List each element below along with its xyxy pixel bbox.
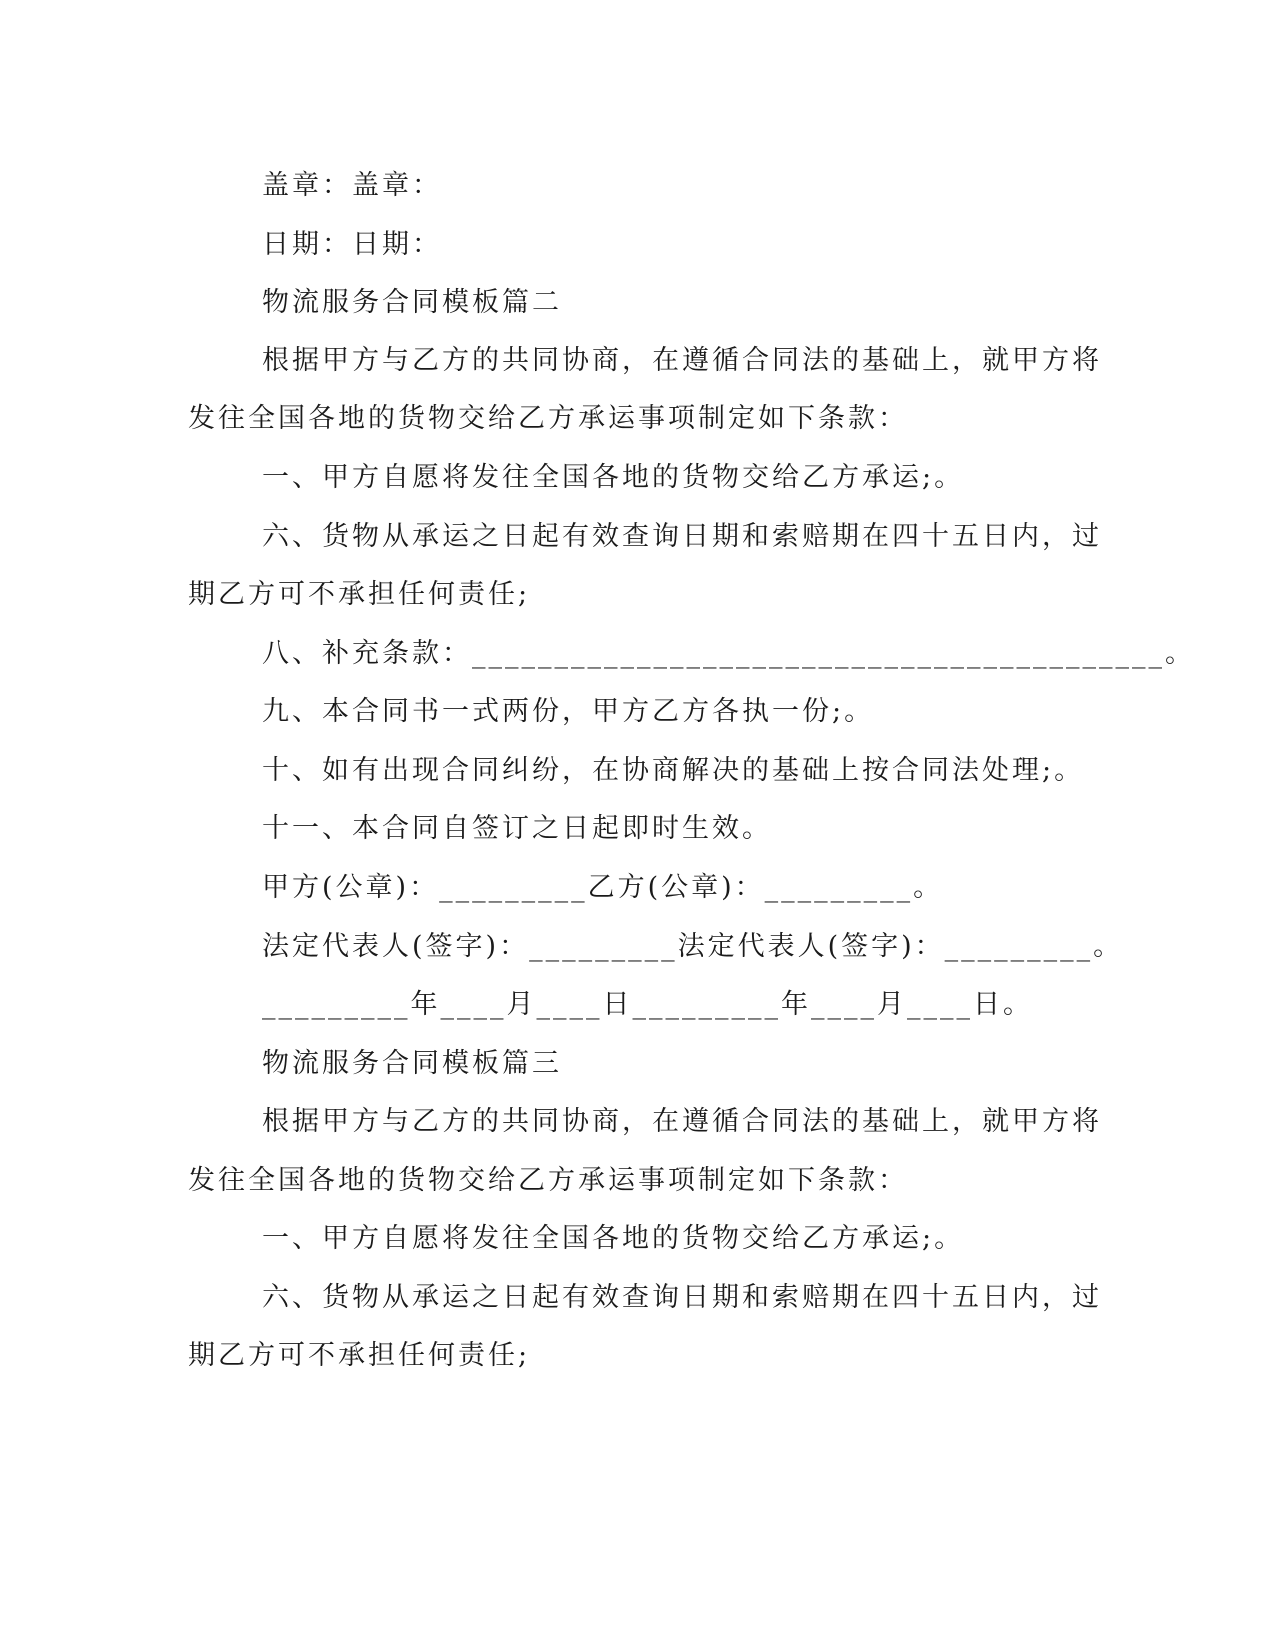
clause-11: 十一、本合同自签订之日起即时生效。 <box>262 813 772 844</box>
paragraph-intro-line-1: 根据甲方与乙方的共同协商，在遵循合同法的基础上，就甲方将 <box>262 345 1102 376</box>
section-heading-3: 物流服务合同模板篇三 <box>262 1048 562 1079</box>
paragraph-intro-line-2: 发往全国各地的货物交给乙方承运事项制定如下条款： <box>188 403 908 434</box>
clause-6-line-2: 期乙方可不承担任何责任; <box>188 1340 531 1371</box>
paragraph-intro-line-1: 根据甲方与乙方的共同协商，在遵循合同法的基础上，就甲方将 <box>262 1106 1102 1137</box>
paragraph-intro-line-2: 发往全国各地的货物交给乙方承运事项制定如下条款： <box>188 1165 908 1196</box>
clause-10: 十、如有出现合同纠纷，在协商解决的基础上按合同法处理;。 <box>262 755 1085 786</box>
party-seal-line: 甲方(公章)：_________乙方(公章)：_________。 <box>262 872 944 903</box>
clause-6-line-1: 六、货物从承运之日起有效查询日期和索赔期在四十五日内，过 <box>262 1282 1102 1313</box>
clause-1: 一、甲方自愿将发往全国各地的货物交给乙方承运;。 <box>262 1223 965 1254</box>
clause-9: 九、本合同书一式两份，甲方乙方各执一份;。 <box>262 696 875 727</box>
clause-1: 一、甲方自愿将发往全国各地的货物交给乙方承运;。 <box>262 462 965 493</box>
clause-6-line-1: 六、货物从承运之日起有效查询日期和索赔期在四十五日内，过 <box>262 521 1102 552</box>
section-heading-2: 物流服务合同模板篇二 <box>262 287 562 318</box>
clause-6-line-2: 期乙方可不承担任何责任; <box>188 579 531 610</box>
clause-8-supplementary: 八、补充条款：__________________________________________。 <box>262 638 1195 669</box>
date-line: 日期：日期： <box>262 229 442 260</box>
signing-date-line: _________年____月____日_________年____月____日。 <box>262 989 1033 1020</box>
seal-line: 盖章：盖章： <box>262 170 442 201</box>
legal-rep-signature-line: 法定代表人(签字)：_________法定代表人(签字)：_________。 <box>262 931 1124 962</box>
